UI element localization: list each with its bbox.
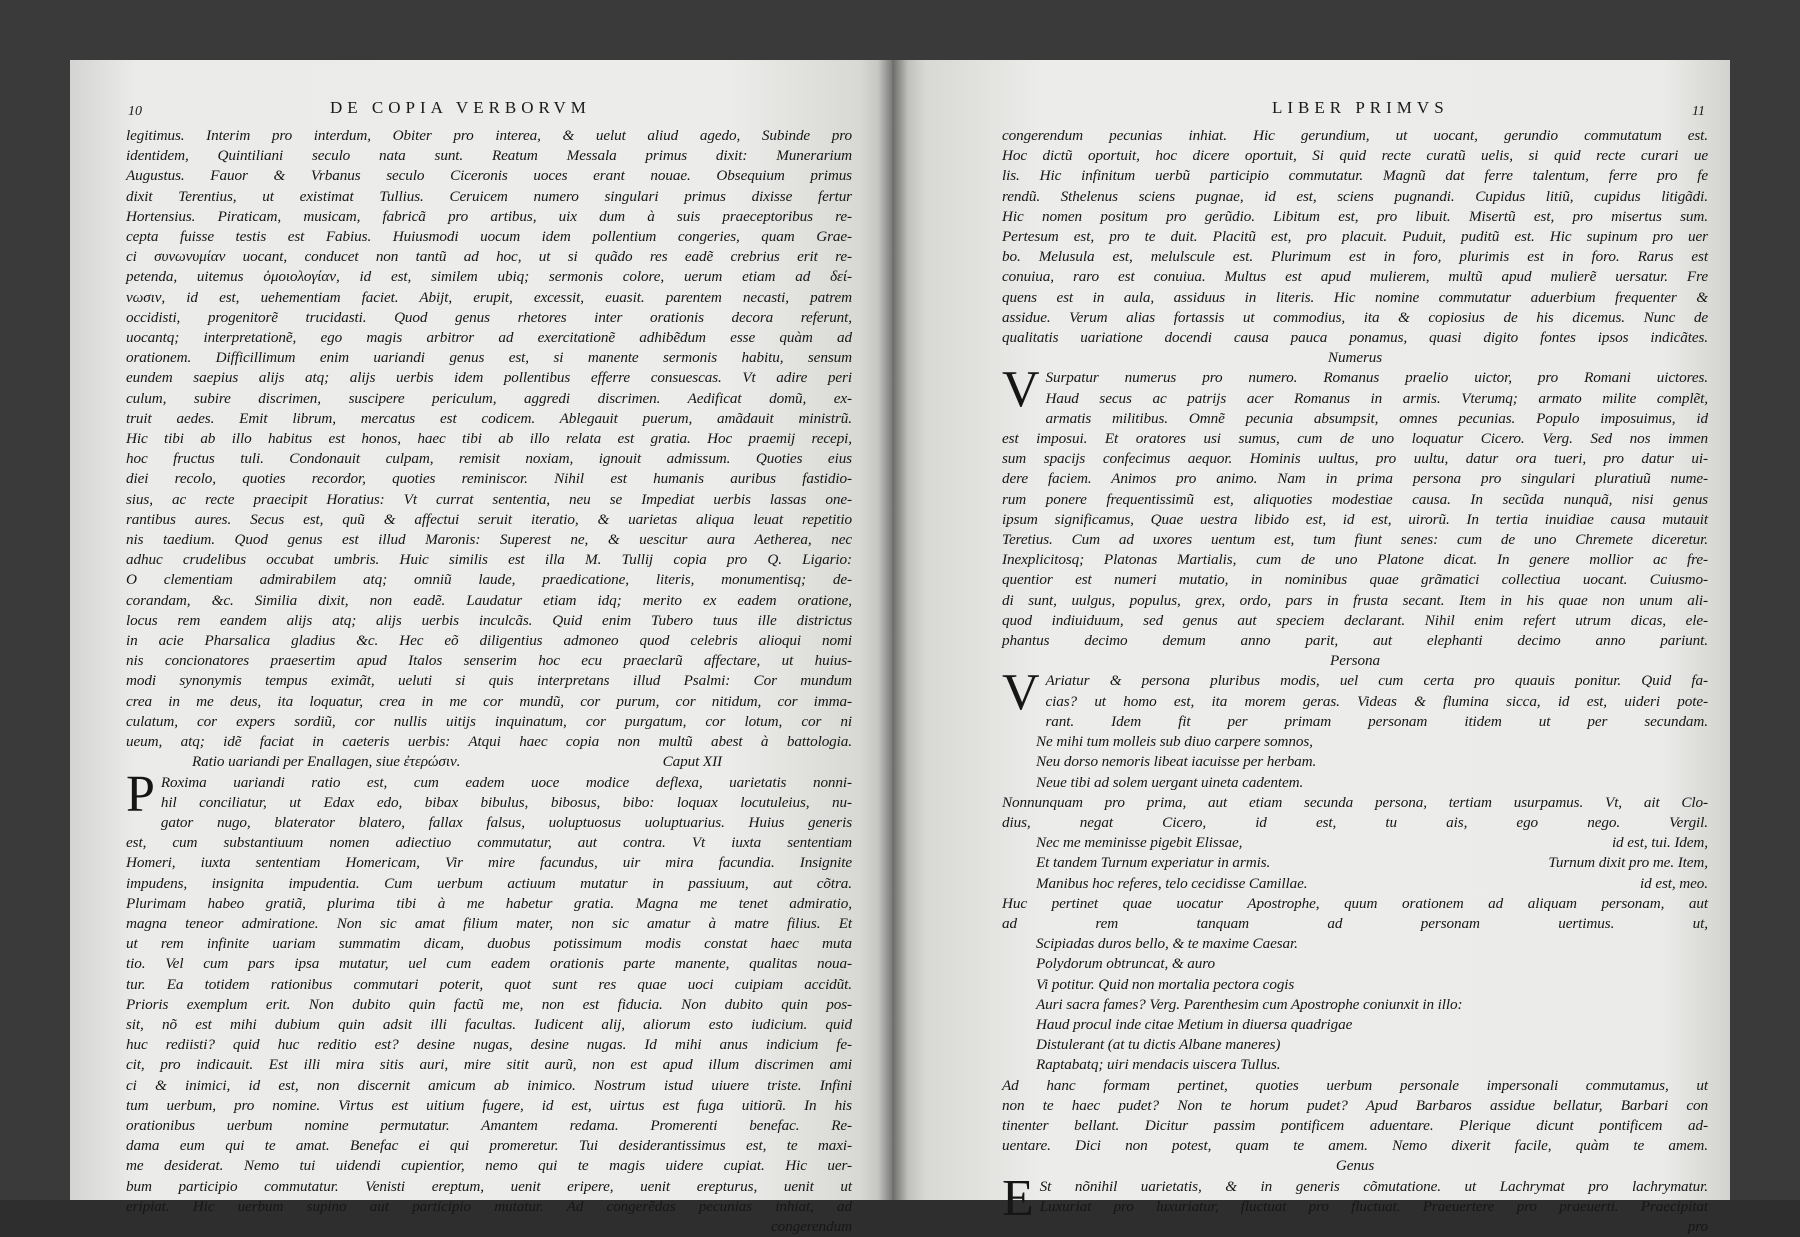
text-line: dama eum qui te amat. Benefac ei qui promeretur. Tui desiderantissimus est, te maxi- [126, 1137, 852, 1155]
text-line: sius, ac recte praecipit Horatius: Vt currat sententia, neu se Impediat uerbis lassas one- [126, 490, 852, 508]
paragraph [1002, 894, 1708, 934]
left-text-block [126, 126, 852, 1237]
text-line: occidisti, progenitorẽ trucidasti. Quod genus rhetores inter orationis decora referunt, [126, 308, 852, 326]
text-line: Neu dorso nemoris libeat iacuisse per herbam. [1036, 753, 1317, 771]
section-heading: Persona [1330, 652, 1380, 670]
text-line: Distulerant (at tu dictis Albane maneres) [1036, 1036, 1281, 1054]
text-line: bo. Melusula est, melulscule est. Plurimum est in foro, plurimis est in foro. Rarus est [1002, 248, 1708, 266]
text-line: rantibus aures. Secus est, quũ & affectui seruit iteratio, & uarietas aliqua leuat repetitio [126, 510, 852, 528]
chapter-heading: Ratio uariandi per Enallagen, siue ἐτερώσιν. [192, 753, 461, 771]
text-line: St nõnihil uarietatis, & in generis cõmutatione. ut Lachrymat pro lachrymatur. [1039, 1177, 1708, 1195]
text-line: dius, negat Cicero, id est, tu ais, ego nego. Vergil. [1002, 813, 1708, 831]
verse-quotation [1002, 833, 1708, 894]
text-line: quens est in aula, assiduus in literis. Hic nomine commutatur aduerbium frequenter & [1002, 288, 1708, 306]
verse-gloss: id est, meo. [1640, 874, 1708, 892]
text-line: Auri sacra fames? Verg. Parenthesim cum Apostrophe coniunxit in illo: [1036, 995, 1463, 1013]
text-line: cit, pro indicauit. Est illi mira sitis auri, mire sitit aurũ, non est apud illum discrimen ami [126, 1056, 852, 1074]
text-line: phantus decimo demum anno parit, aut elephanti decimo anno pariunt. [1002, 632, 1708, 650]
verse-row [1002, 833, 1708, 853]
folio-number: 10 [128, 104, 142, 119]
text-line: nis taedium. Quod genus est illud Maronis: Superest ne, & uescitur aura Aetherea, nec [126, 531, 852, 549]
text-line: Ne mihi tum molleis sub diuo carpere somnos, [1036, 733, 1313, 751]
text-line: νωσιν, id est, uehementiam faciet. Abijt, erupit, excessit, euasit. parentem necasti, patrem [126, 288, 852, 306]
text-line: tinenter bellant. Dicitur passim pontificem aduentare. Plerique dicunt pontificem ad- [1002, 1116, 1708, 1134]
verse-gloss: Turnum dixit pro me. Item, [1548, 854, 1708, 872]
chapter-number: Caput XII [662, 753, 722, 771]
running-head: LIBER PRIMVS [1272, 98, 1449, 117]
text-line: Pertesum est, pro te duit. Placitũ est, pro placuit. Puduit, puditũ est. Hic supinum pro uer [1002, 228, 1708, 246]
text-line: sum spacijs confecimus aequor. Hominis uultus, pro uultu, datur ora tueri, pro datur ui- [1002, 450, 1708, 468]
text-line: uocantq; interpretationẽ, ego magis arbitror ad exercitationẽ adhibẽdum esse quàm ad [126, 329, 852, 347]
text-line: orationibus uerbum nomine permutatur. Amantem redama. Promerenti benefac. Re- [126, 1116, 852, 1134]
text-line: hoc fructus tuli. Condonauit culpam, remisit noxiam, ignouit admissum. Quoties eius [126, 450, 852, 468]
right-text-block [1002, 126, 1708, 1237]
text-line: rum ponere frequentissimũ est, aliquoties modestiae causa. In secũda nunquã, nisi genus [1002, 490, 1708, 508]
text-line: Plurimam habeo gratiã, plurima tibi à me habetur gratia. Magna me tenet admiratio, [126, 894, 852, 912]
text-line: Haud procul inde citae Metium in diuersa quadrigae [1036, 1015, 1353, 1033]
text-line: tum uerbum, pro nomine. Virtus est uitium fugere, id est, uirtus est fuga uitiorũ. In his [126, 1096, 852, 1114]
text-line: est, cum substantiuum nomen adiectiuo commutatur, aut contra. Vt iuxta sententiam [126, 834, 852, 852]
verse-quotation [1002, 934, 1708, 1075]
text-line: Prioris exemplum erit. Non dubito quin factũ me, non est fiducia. Non dubito quin pos- [126, 995, 852, 1013]
drop-cap: V [1002, 361, 1040, 419]
text-line: Vi potitur. Quid non mortalia pectora cogis [1036, 975, 1295, 993]
text-line: Hic tibi ab illo habitus est honos, haec tibi ab illo relata est gratia. Hoc praemij recepi, [126, 430, 852, 448]
book-gutter [878, 60, 908, 1200]
text-line: culum, subire discrimen, suscipere periculum, aggredi discrimen. Aedificat domũ, ex- [126, 389, 852, 407]
text-line: sit, nõ est mihi dubium quin adsit illi facultas. Iudicent alij, aliorum esto iudicium. quid [126, 1015, 852, 1033]
text-line: huc rediisti? quid huc reditio est? desine nugas, desine nugas. Id mihi anus indicium fe- [126, 1036, 852, 1054]
section-paragraph [1002, 1169, 1708, 1227]
verse-gloss: id est, tui. Idem, [1611, 834, 1708, 852]
text-line: Scipiadas duros bello, & te maxime Caesar. [1036, 935, 1298, 953]
text-line: quod indiuiduum, sed genus aut speciem declarant. Nihil enim refert utrum dicas, ele- [1002, 611, 1708, 629]
text-line: ci & inimici, id est, non discernit amicum ab inimico. Nostrum istud uiuere triste. Infini [126, 1076, 852, 1094]
text-line: legitimus. Interim pro interdum, Obiter pro interea, & uelut aliud agedo, Subinde pro [126, 127, 852, 144]
text-line: dere faciem. Animos pro animo. Nam in prima persona pro singulari pluratiuũ nume- [1002, 470, 1708, 488]
text-line: crea in me deus, ita loquatur, crea in me cor mundũ, cor purum, cor nitidum, cor imma- [126, 692, 852, 710]
catchword: congerendum [771, 1217, 852, 1235]
text-line: culatum, cor expers sordiũ, cor nullis uitijs inquinatum, cor purgatum, cor lotum, cor ni [126, 712, 852, 730]
text-line: corandam, &c. Similia dixit, non eadẽ. Laudatur etiam idq; merito ex eadem oratione, [126, 591, 852, 609]
text-line: me desiderat. Nemo tui uidendi cupientior, nemo qui te magis uidere cupiat. Hic uer- [126, 1157, 852, 1175]
text-line: di sunt, uulgus, populus, grex, ordo, pars in frusta secant. Item in his quae non unum ali- [1002, 591, 1708, 609]
text-line: tur. Ea totidem rationibus commutari poterit, quot sunt res quae uoci cuipiam accidũt. [126, 975, 852, 993]
text-line: Neue tibi ad solem uergant uineta cadentem. [1036, 773, 1304, 791]
text-line: rant. Idem fit per primam personam itidem ut per secundam. [1045, 712, 1708, 730]
text-line: dixit Terentius, ut existimat Tullius. Ceruicem numero singulari primus dixisse fertur [126, 187, 852, 205]
text-line: Inexplicitosq; Platonas Martialis, cum de uno Platone dicat. In genere mollior ac fre- [1002, 551, 1708, 569]
text-line: ci συνωνυμίαν uocant, conducet non tantũ ad hoc, ut si quãdo res eadẽ crebrius erit re- [126, 248, 852, 266]
text-line: Augustus. Fauor & Vrbanus seculo Ciceronis uoces erant nouae. Obsequium primus [126, 167, 852, 185]
section-paragraph [1002, 361, 1708, 651]
verse-text: Et tandem Turnum experiatur in armis. [1036, 854, 1271, 872]
text-line: ad rem tanquam ad personam uertimus. ut, [1002, 914, 1708, 932]
folio-number: 11 [1692, 104, 1705, 119]
text-line: nis concionatores praesertim apud Italos senserim hoc ecu praeclarũ affectare, ut huius- [126, 652, 852, 670]
text-line: Hortensius. Piraticam, musicam, fabricã pro artibus, uix dum à suis praeceptoribus re- [126, 207, 852, 225]
text-line: eripiat. Hic uerbum supino aut participio mutatur. Ad congerẽdas pecunias inhiat, ad [126, 1197, 852, 1215]
text-line: ipsum significamus, Quae uestra libido est, id est, uirorũ. In tertia inuidiae causa mutauit [1002, 510, 1708, 528]
text-line: Hic nomen positum pro gerũdio. Libitum est, pro libuit. Misertũ est, pro misertus sum. [1002, 207, 1708, 225]
text-line: adhuc crudelibus occubat umbris. Huic similis est illa M. Tullij copia pro Q. Ligario: [126, 551, 852, 569]
text-line: congerendum pecunias inhiat. Hic gerundium, ut uocant, gerundio commutatum est. [1002, 127, 1708, 144]
text-line: tio. Vel cum pars ipsa mutatur, uel cum eadem orationis parte manente, qualitas noua- [126, 955, 852, 973]
text-line: eundem saepius alijs atq; alijs uerbis idem pollentibus efferre consuescas. Vt adire peri [126, 369, 852, 387]
paragraph [1002, 1076, 1708, 1157]
text-line: uentare. Dici non potest, quam te amem. Nemo dixerit facile, quàm te amem. [1002, 1137, 1708, 1155]
text-line: ueum, atq; idẽ faciat in caeteris uerbis: Atqui haec copia non multũ abest à battologia. [126, 733, 852, 751]
text-line: assidue. Verum alias fortassis ut commodius, ita & copiosius de his dicemus. Nunc de [1002, 308, 1708, 326]
text-line: hil conciliatur, ut Edax edo, bibax bibulus, bibosus, bibo: loquax locutuleius, nu- [160, 793, 852, 811]
drop-cap: V [1002, 664, 1040, 722]
text-line: impudens, insignita impudentia. Cum uerbum actiuum mutatur in passiuum, aut cõtra. [126, 874, 852, 892]
text-line: rendũ. Sthelenus sciens pugnae, id est, sciens pugnandi. Cupidus litiũ, cupidus litigãdi. [1002, 187, 1708, 205]
verse-text: Nec me meminisse pigebit Elissae, [1036, 834, 1243, 852]
section-heading: Genus [1335, 1157, 1375, 1175]
text-line: Hoc dictũ oportuit, hoc dicere oportuit, Si quid recte curatũ uelis, si quid recte curari ue [1002, 147, 1708, 165]
text-line: non te haec pudet? Non te horum pudet? Apud Barbaros assidue bellatur, Barbari con [1002, 1096, 1708, 1114]
paragraph [1002, 126, 1708, 348]
text-line: conuiua, raro est conuiua. Multus est apud mulierem, multũ apud mulierẽ uersatur. Fre [1002, 268, 1708, 286]
text-line: identidem, Quintiliani seculo nata sunt. Reatum Messala primus dixit: Munerarium [126, 147, 852, 165]
running-head: DE COPIA VERBORVM [330, 98, 591, 117]
verse-quotation [1002, 732, 1708, 793]
text-line: orationem. Difficillimum enim uariandi genus est, si manente sermonis habitu, sensum [126, 349, 852, 367]
text-line: Roxima uariandi ratio est, cum eadem uoce modice deflexa, uarietatis nonni- [160, 773, 852, 791]
text-line: cias? ut homo est, ita morem geras. Videas & flumina sicca, id est, uideri pote- [1045, 692, 1708, 710]
text-line: magna teneor admiratione. Non sic amat filium mater, non sic amatur à matre filius. Et [126, 914, 852, 932]
paragraph [1002, 793, 1708, 833]
verse-row [1002, 853, 1708, 873]
text-line: cepta fuisse testis est Fabius. Huiusmodi uocum idem pollentium congeries, quam Grae- [126, 228, 852, 246]
text-line: Ad hanc formam pertinet, quoties uerbum personale impersonali commutamus, ut [1002, 1076, 1708, 1094]
text-line: Polydorum obtruncat, & auro [1036, 955, 1215, 973]
text-line: lis. Hic infinitum uerbũ participio commutatur. Magnũ dat ferre talentum, ferre pro fe [1002, 167, 1708, 185]
text-line: Luxuriat pro luxuriatur, fluctuat pro fluctuat. Praeuertere pro praeuerti. Praecipitat [1039, 1197, 1708, 1215]
chapter-paragraph [126, 765, 852, 1217]
text-line: truit aedes. Emit librum, mercatus est codicem. Ablegauit puerum, amãdauit ministrũ. [126, 409, 852, 427]
chapter-heading-row [126, 752, 852, 772]
section-heading: Numerus [1327, 349, 1383, 367]
text-line: O clementiam admirabilem atq; omniũ laude, praedicatione, literis, monumentisq; de- [126, 571, 852, 589]
text-line: in acie Pharsalica gladius &c. Hec eõ diligentius admoneo quod celebris alioqui nomi [126, 632, 852, 650]
text-line: modi synonymis tempus eximãt, ueluti si quis interpretans illud Psalmi: Cor mundum [126, 672, 852, 690]
verse-row [1002, 874, 1708, 894]
text-line: locus rem eandem alijs atq; alijs uerbis inculcãs. Quid enim Tubero tuus ille districtus [126, 611, 852, 629]
text-line: Huc pertinet quae uocatur Apostrophe, quum orationem ad aliquam personam, aut [1002, 894, 1708, 912]
text-line: diei recolo, quoties recordor, quoties reminiscor. Nihil est humanis auribus fastidio- [126, 470, 852, 488]
text-line: Ariatur & persona pluribus modis, uel cum certa pro quauis ponitur. Quid fa- [1045, 672, 1708, 690]
verse-text: Manibus hoc referes, telo cecidisse Camillae. [1036, 874, 1308, 892]
drop-cap: P [126, 765, 155, 823]
section-paragraph [1002, 664, 1708, 732]
text-line: Homeri, iuxta sententiam Homericam, Vir mire facundus, uir mira facundia. Insignite [126, 854, 852, 872]
text-line: Teretius. Cum ad uxores uentum est, tum fiunt senes: cum de uno Chremete diceretur. [1002, 531, 1708, 549]
text-line: Nonnunquam pro prima, aut etiam secunda persona, tertiam usurpamus. Vt, ait Clo- [1002, 793, 1708, 811]
text-line: petenda, uitemus ὁμοιολογίαν, id est, similem ubiq; sermonis colore, uerum etiam ad δεί- [126, 268, 852, 286]
text-line: ut rem infinite uariam summatim dicam, duobus potissimum modis constat haec muta [126, 935, 852, 953]
text-line: Surpatur numerus pro numero. Romanus praelio uictor, pro Romani uictores. [1045, 369, 1708, 387]
text-line: bum participio commutatur. Venisti ereptum, uenit eripere, uenit erepturus, uenit ut [126, 1177, 852, 1195]
paragraph [126, 126, 852, 752]
text-line: gator nugo, blaterator blatero, fallax falsus, uoluptuosus uoluptuarius. Huius generis [160, 813, 852, 831]
catchword: pro [1687, 1217, 1708, 1235]
text-line: armatis militibus. Omnẽ pecunia absumpsit, omnes pecunias. Populo imposuimus, id [1045, 409, 1708, 427]
right-page [892, 60, 1730, 1235]
text-line: Haud secus ac patrijs acer Romanus in armis. Vterumq; armato milite complẽt, [1045, 389, 1708, 407]
text-line: qualitatis uariatione docendi causa pauca ponamus, quasi digito fontes ipsos indicãtes. [1002, 329, 1708, 347]
text-line: est imposui. Et oratores usi sumus, cum de uno loquatur Cicero. Verg. Sed nos immen [1002, 430, 1708, 448]
drop-cap: E [1002, 1169, 1034, 1227]
text-line: quentior est numeri mutatio, in nominibus quae grãmatici collectiua uocant. Cuiusmo- [1002, 571, 1708, 589]
text-line: Raptabatq; uiri mendacis uiscera Tullus. [1036, 1056, 1281, 1074]
left-page [70, 60, 892, 1235]
